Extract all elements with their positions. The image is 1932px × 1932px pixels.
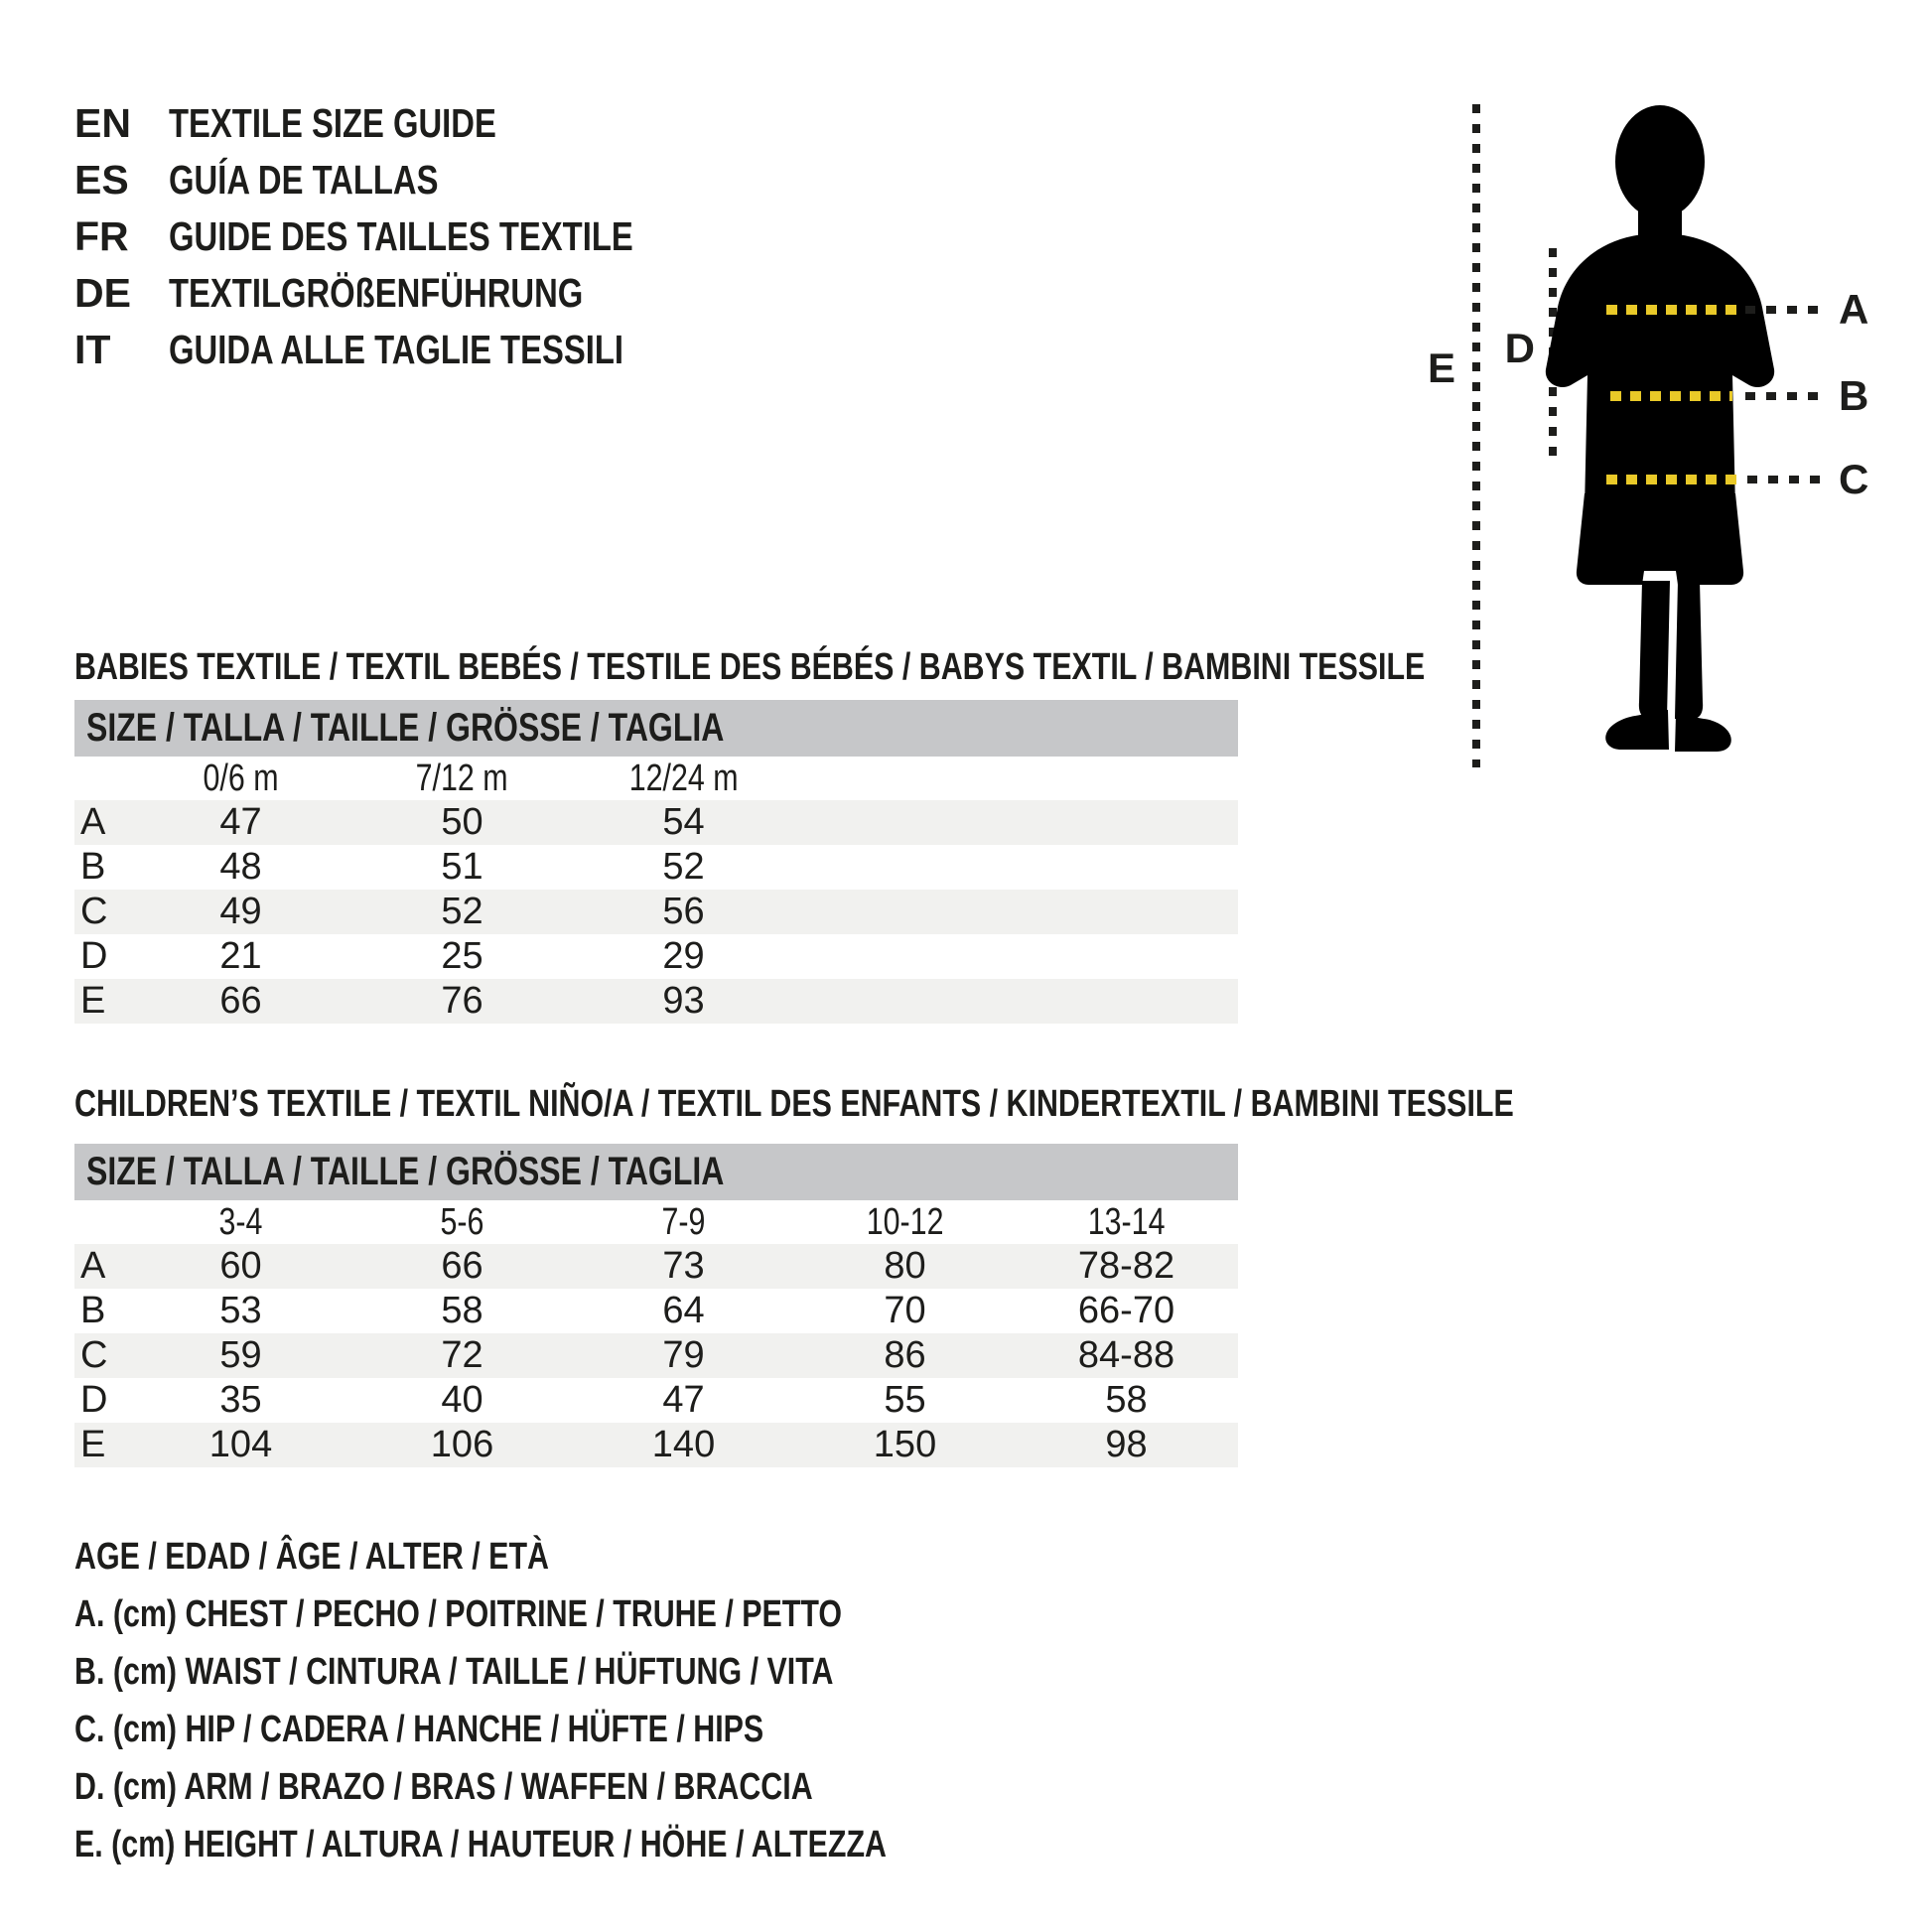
babies-column-headers	[74, 757, 1238, 800]
cell: 140	[651, 1424, 716, 1465]
column-header: 0/6 m	[203, 757, 279, 799]
cell: 78-82	[1077, 1245, 1175, 1287]
lang-code: FR	[74, 213, 129, 259]
legend-line-hip: C. (cm) HIP / CADERA / HANCHE / HÜFTE / HIPS	[74, 1709, 764, 1750]
children-size-table	[74, 1144, 1238, 1467]
cell: 47	[219, 801, 262, 843]
column-header: 3-4	[218, 1200, 263, 1243]
column-header: 13-14	[1087, 1200, 1166, 1243]
size-header-label: SIZE / TALLA / TAILLE / GRÖSSE / TAGLIA	[86, 706, 725, 750]
waist-label: B	[1839, 372, 1869, 419]
column-header: 7-9	[661, 1200, 706, 1243]
babies-table-header-bar	[74, 700, 1238, 757]
child-measurement-diagram	[1390, 84, 1932, 794]
cell: 55	[884, 1379, 926, 1421]
legend-line-chest: A. (cm) CHEST / PECHO / POITRINE / TRUHE / PETTO	[74, 1593, 843, 1635]
column-header: 5-6	[440, 1200, 484, 1243]
table-row	[74, 890, 1238, 934]
children-column-headers	[74, 1200, 1238, 1244]
lang-code: IT	[74, 327, 111, 372]
table-row	[74, 1378, 1238, 1423]
cell: 93	[662, 980, 705, 1022]
legend-line-arm: D. (cm) ARM / BRAZO / BRAS / WAFFEN / BRACCIA	[74, 1766, 813, 1808]
row-label: A	[80, 801, 106, 843]
cell: 56	[662, 891, 705, 932]
row-label: E	[80, 980, 106, 1022]
cell: 29	[662, 935, 705, 977]
cell: 21	[219, 935, 262, 977]
table-row	[74, 979, 1238, 1024]
cell: 98	[1105, 1424, 1148, 1465]
lang-title: TEXTILGRÖßENFÜHRUNG	[169, 270, 584, 316]
chest-label: A	[1839, 286, 1869, 333]
cell: 47	[662, 1379, 705, 1421]
cell: 51	[441, 846, 483, 888]
lang-title: GUIDE DES TAILLES TEXTILE	[169, 213, 633, 259]
cell: 70	[884, 1290, 926, 1331]
row-label: B	[80, 1290, 106, 1331]
cell: 66	[219, 980, 262, 1022]
cell: 60	[219, 1245, 262, 1287]
cell: 64	[662, 1290, 705, 1331]
table-row	[74, 1244, 1238, 1289]
cell: 150	[873, 1424, 937, 1465]
cell: 54	[662, 801, 705, 843]
cell: 52	[662, 846, 705, 888]
table-row	[74, 934, 1238, 979]
column-header: 10-12	[866, 1200, 944, 1243]
cell: 79	[662, 1334, 705, 1376]
cell: 58	[1105, 1379, 1148, 1421]
lang-code: ES	[74, 157, 129, 203]
arm-label: D	[1504, 325, 1535, 371]
table-row	[74, 1333, 1238, 1378]
cell: 86	[884, 1334, 926, 1376]
babies-size-table	[74, 700, 1238, 1024]
table-row	[74, 800, 1238, 845]
row-label: C	[80, 1334, 108, 1376]
lang-row-es	[74, 152, 750, 208]
cell: 35	[219, 1379, 262, 1421]
row-label: D	[80, 935, 108, 977]
language-title-block	[74, 95, 750, 378]
column-header: 7/12 m	[416, 757, 508, 799]
legend-line-height: E. (cm) HEIGHT / ALTURA / HAUTEUR / HÖHE / ALTEZZA	[74, 1824, 887, 1865]
cell: 106	[430, 1424, 494, 1465]
row-label: D	[80, 1379, 108, 1421]
cell: 50	[441, 801, 483, 843]
cell: 76	[441, 980, 483, 1022]
cell: 59	[219, 1334, 262, 1376]
lang-title: GUÍA DE TALLAS	[169, 157, 439, 203]
cell: 104	[208, 1424, 273, 1465]
table-row	[74, 1423, 1238, 1467]
children-table-header-bar	[74, 1144, 1238, 1200]
column-header: 12/24 m	[628, 757, 739, 799]
cell: 66	[441, 1245, 483, 1287]
size-header-label: SIZE / TALLA / TAILLE / GRÖSSE / TAGLIA	[86, 1150, 725, 1193]
lang-row-it	[74, 322, 750, 378]
cell: 66-70	[1077, 1290, 1175, 1331]
lang-row-en	[74, 95, 750, 152]
lang-row-fr	[74, 208, 750, 265]
table-row	[74, 1289, 1238, 1333]
cell: 73	[662, 1245, 705, 1287]
hip-label: C	[1839, 456, 1869, 502]
lang-row-de	[74, 265, 750, 322]
lang-code: EN	[74, 100, 131, 146]
cell: 80	[884, 1245, 926, 1287]
row-label: E	[80, 1424, 106, 1465]
cell: 25	[441, 935, 483, 977]
cell: 40	[441, 1379, 483, 1421]
row-label: A	[80, 1245, 106, 1287]
cell: 53	[219, 1290, 262, 1331]
table-row	[74, 845, 1238, 890]
row-label: C	[80, 891, 108, 932]
cell: 58	[441, 1290, 483, 1331]
cell: 84-88	[1077, 1334, 1175, 1376]
children-section-title: CHILDREN’S TEXTILE / TEXTIL NIÑO/A / TEXTIL DES ENFANTS / KINDERTEXTIL / BAMBINI TESSILE	[74, 1083, 1514, 1125]
cell: 48	[219, 846, 262, 888]
height-label: E	[1427, 345, 1455, 391]
babies-section-title: BABIES TEXTILE / TEXTIL BEBÉS / TESTILE DES BÉBÉS / BABYS TEXTIL / BAMBINI TESSILE	[74, 646, 1426, 688]
legend-line-age: AGE / EDAD / ÂGE / ALTER / ETÀ	[74, 1536, 549, 1578]
cell: 72	[441, 1334, 483, 1376]
cell: 49	[219, 891, 262, 932]
measurement-legend	[74, 1528, 1089, 1873]
legend-line-waist: B. (cm) WAIST / CINTURA / TAILLE / HÜFTUNG / VITA	[74, 1651, 834, 1693]
cell: 52	[441, 891, 483, 932]
lang-code: DE	[74, 270, 131, 316]
lang-title: TEXTILE SIZE GUIDE	[169, 100, 496, 146]
lang-title: GUIDA ALLE TAGLIE TESSILI	[169, 327, 623, 372]
row-label: B	[80, 846, 106, 888]
